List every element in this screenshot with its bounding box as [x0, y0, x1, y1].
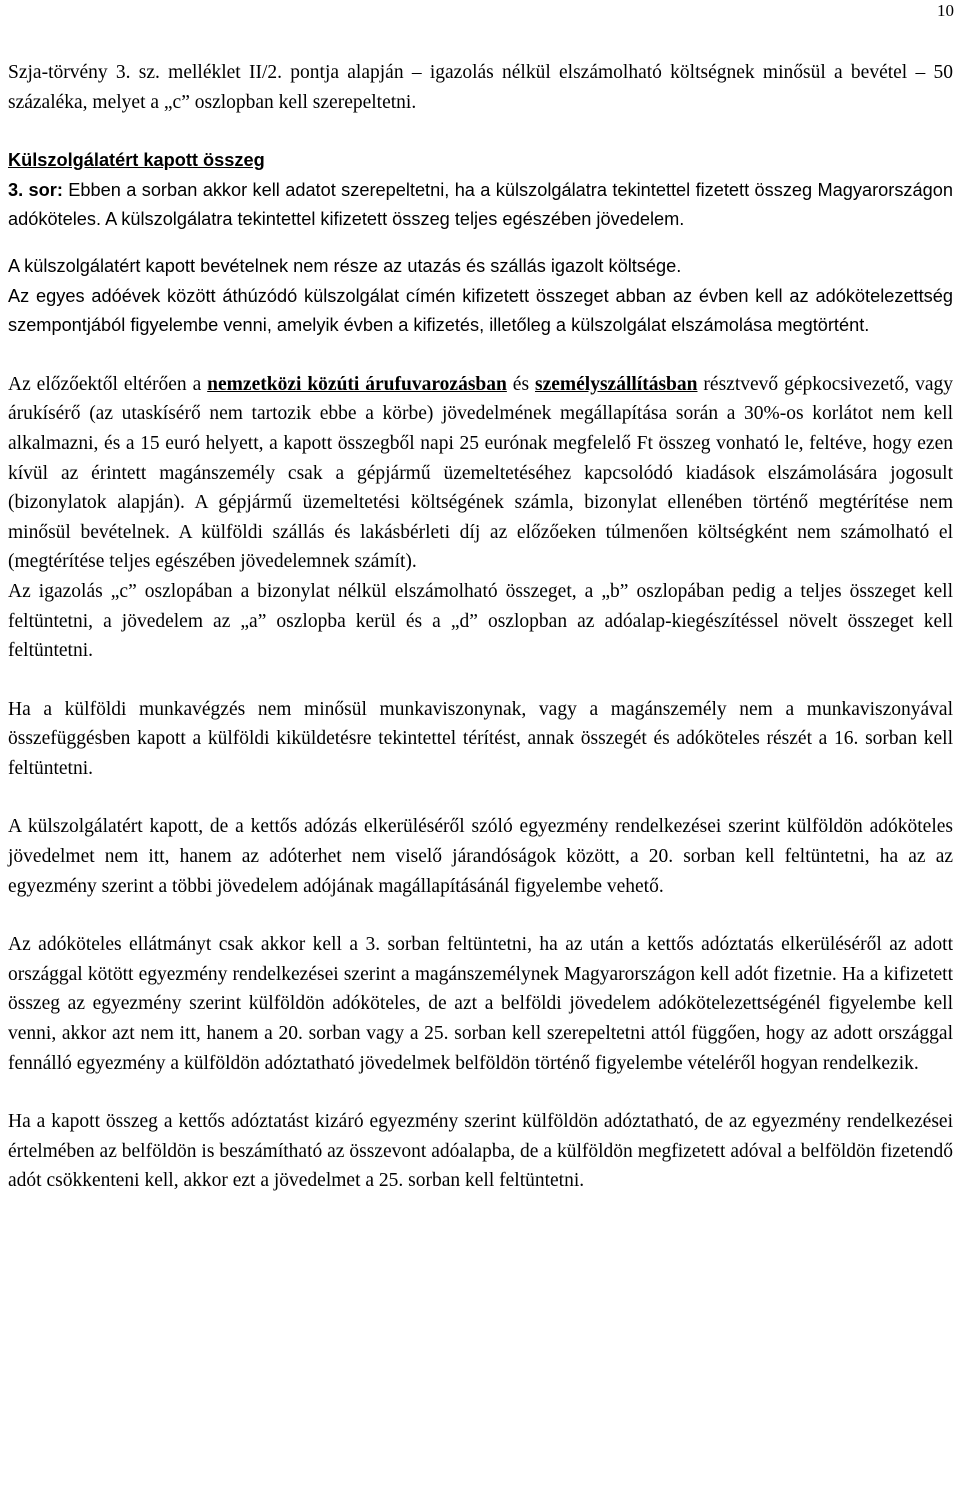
transport-paragraph	[8, 370, 953, 577]
section-heading: Külszolgálatért kapott összeg	[8, 150, 265, 171]
transport-text-2: és	[506, 373, 535, 395]
expense-paragraph: A külszolgálatért kapott bevételnek nem része az utazás és szállás igazolt költsége.	[8, 255, 682, 276]
document-body	[8, 58, 953, 1196]
row-label: 3. sor:	[8, 179, 63, 200]
tax-year-paragraph: Az egyes adóévek között áthúzódó külszolgálat címén kifizetett összeget abban az évben kell az adókötelezettség szempontjából figyelembe venni, amelyik évben a kifizetés, illetőleg a külszolgálat elszámolása megtörtént.	[8, 285, 953, 336]
columns-paragraph: Az igazolás „c” oszlopában a bizonylat nélkül elszámolható összeget, a „b” oszlopában pedig a teljes összeget kell feltüntetni, a jövedelem az „a” oszlopba kerül és a „d” oszlopban az adóalap-kiegészítéssel növelt összeget kell feltüntetni.	[8, 580, 953, 662]
double-taxation-paragraph: A külszolgálatért kapott, de a kettős adózás elkerüléséről szóló egyezmény rendelkezései szerint külföldön adóköteles jövedelmet nem itt, hanem az adóterhet nem viselő járandóságok között, a 20. sorban kell feltüntetni, ha az az egyezmény szerint a többi jövedelem adójának magállapításánál figyelembe vehető.	[8, 816, 953, 897]
intro-paragraph: Szja-törvény 3. sz. melléklet II/2. pontja alapján – igazolás nélkül elszámolható költségnek minősül a bevétel – 50 százaléka, melyet a „c” oszlopban kell szerepeltetni.	[8, 62, 953, 113]
transport-freight-term: nemzetközi közúti árufuvarozásban	[207, 373, 507, 395]
transport-passenger-term: személyszállításban	[535, 373, 698, 395]
row-3-paragraph	[8, 176, 953, 235]
transport-text-1: Az előzőektől eltérően a	[8, 373, 208, 395]
page-number: 10	[937, 1, 954, 20]
foreign-work-paragraph: Ha a külföldi munkavégzés nem minősül munkaviszonynak, vagy a magánszemély nem a munkaviszonyával összefüggésben kapott a külföldi kiküldetésre tekintettel térítést, annak összegét és adóköteles részét a 16. sorban kell feltüntetni.	[8, 698, 953, 779]
transport-text-3: résztvevő gépkocsivezető, vagy árukísérő (az utaskísérő nem tartozik ebbe a körbe) jövedelmének megállapítása során a 30%-os korlátot nem kell alkalmazni, és a 15 euró helyett, a kapott összegből napi 25 eurónak megfelelő Ft összeg vonható le, feltéve, hogy ezen kívül az érintett magánszemély csak a gépjármű üzemeltetéséhez kapcsolódó kiadások elszámolására jogosult (bizonylatok alapján). A gépjármű üzemeltetési költségének számla, bizonylat ellenében történő megtérítése nem minősül bevételnek. A külföldi szállás és lakásbérleti díj az előzőeken túlmenően költségként nem számolható el (megtérítése teljes egészében jövedelemnek számít).	[8, 373, 954, 573]
exemption-paragraph: Ha a kapott összeg a kettős adóztatást kizáró egyezmény szerint külföldön adóztatható, de az egyezmény rendelkezései értelmében az belföldön is beszámítható az összevont adóalapba, de a külföldön megfizetett adóval a belföldön fizetendő adót csökkenteni kell, akkor ezt a jövedelmet a 25. sorban kell feltüntetni.	[8, 1111, 953, 1192]
allowance-paragraph: Az adóköteles ellátmányt csak akkor kell a 3. sorban feltüntetni, ha az után a kettős adóztatás elkerüléséről az adott országgal kötött egyezmény rendelkezései szerint a magánszemélynek Magyarországon kell adót fizetnie. Ha a kifizetett összeg az egyezmény szerint külföldön adóköteles, de azt a belföldi jövedelem adókötelezettségénél figyelembe kell venni, akkor azt nem itt, hanem a 20. sorban vagy a 25. sorban kell szerepeltetni attól függően, hogy az adott országgal fennálló egyezmény a külföldön adóztatható jövedelmek belföldön történő figyelembe vételéről hogyan rendelkezik.	[8, 934, 953, 1074]
row-text: Ebben a sorban akkor kell adatot szerepeltetni, ha a külszolgálatra tekintettel fizetett összeg Magyarországon adóköteles. A külszolgálatra tekintettel kifizetett összeg teljes egészében jövedelem.	[8, 179, 953, 230]
